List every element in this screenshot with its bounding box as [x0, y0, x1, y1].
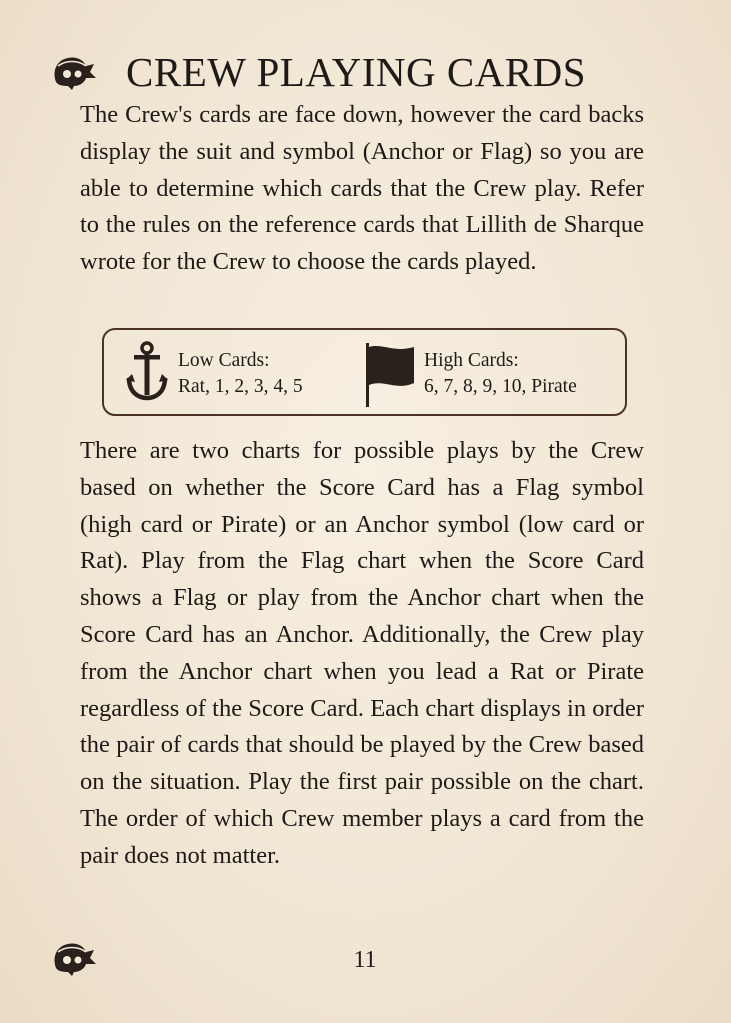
low-cards-label: Low Cards: — [178, 350, 270, 371]
intro-paragraph: The Crew's cards are face down, however the card backs display the suit and symbol (Anchor or Flag) so you are able to determine which cards that the Crew play. Refer to the rules on the reference cards that Lillith de Sharque wrote for the Crew to choose the cards played. — [80, 101, 644, 276]
skull-bandana-icon — [50, 52, 98, 92]
high-cards-label: High Cards: — [424, 350, 519, 371]
charts-paragraph: There are two charts for possible plays by the Crew based on whether the Score Card has a Flag symbol (high card or Pirate) or an Anchor symbol (low card or Rat). Play from the Flag chart when the Score Card shows a Flag or play from the Anchor chart when the Score Card has an Anchor. Additionally, the Crew play from the Anchor chart when you lead a Rat or Pirate regardless of the Score Card. Each chart displays in order the pair of cards that should be played by the Crew based on the situation. Play the first pair possible on the chart. The order of which Crew member plays a card from the pair does not matter. — [80, 437, 644, 869]
low-cards-values: Rat, 1, 2, 3, 4, 5 — [178, 376, 303, 397]
page-number: 11 — [353, 947, 377, 973]
anchor-icon — [126, 340, 168, 404]
card-types-box — [102, 328, 627, 416]
high-cards-values: 6, 7, 8, 9, 10, Pirate — [424, 376, 577, 397]
low-cards-text — [178, 348, 303, 400]
flag-icon — [366, 343, 416, 407]
page-title: CREW PLAYING CARDS — [126, 49, 587, 95]
high-cards-text — [424, 348, 577, 400]
skull-bandana-icon — [50, 938, 98, 978]
